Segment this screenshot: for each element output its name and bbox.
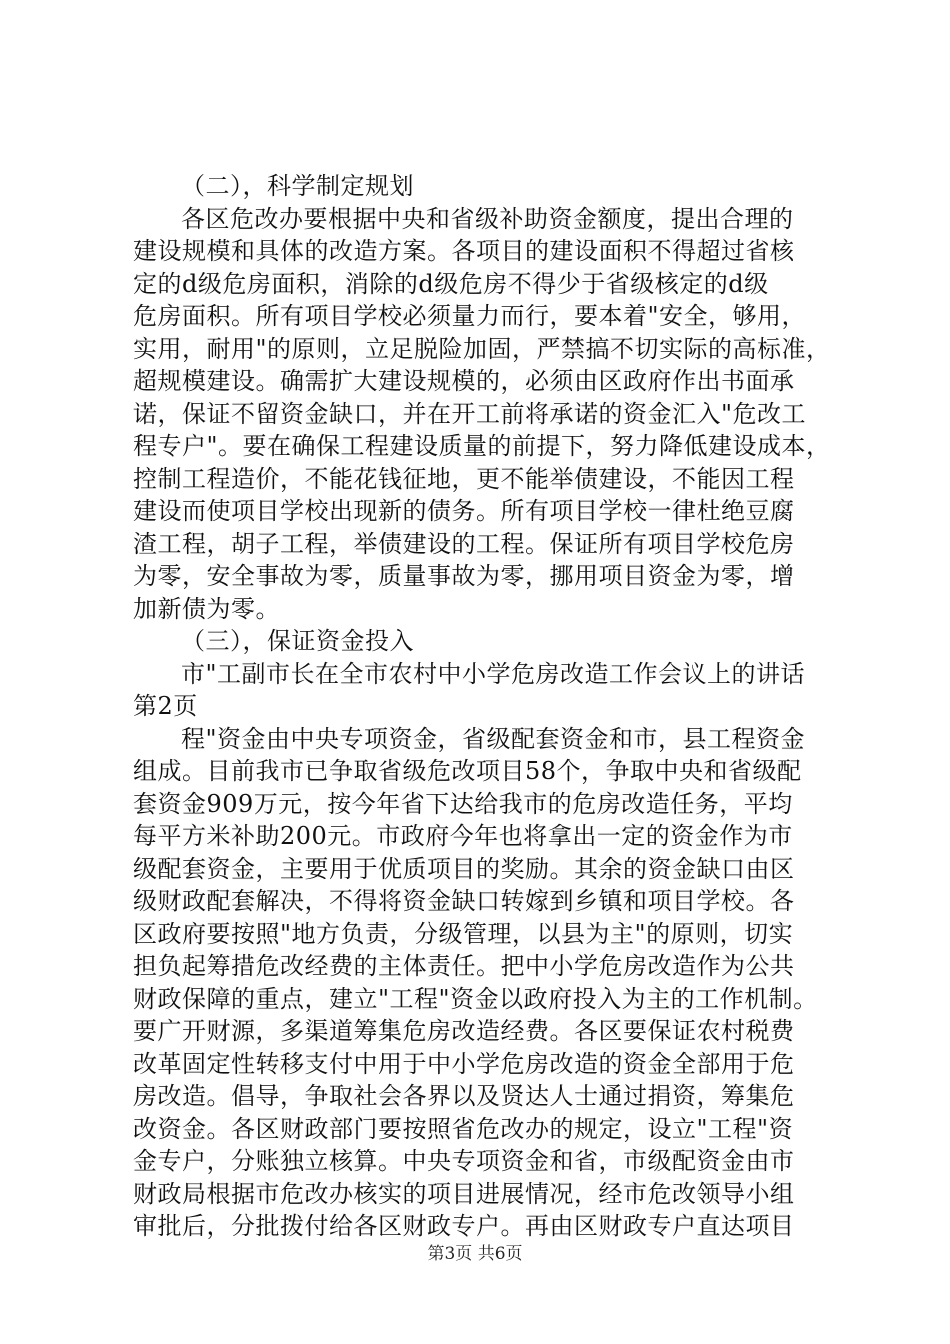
paragraph-line: 实用，耐用"的原则，立足脱险加固，严禁搞不切实际的高标准， — [133, 335, 831, 363]
paragraph-line: 财政局根据市危改办核实的项目进展情况，经市危改领导小组 — [133, 1180, 795, 1208]
paragraph-line: 金专户，分账独立核算。中央专项资金和省，市级配资金由市 — [133, 1147, 795, 1175]
paragraph-line: 超规模建设。确需扩大建设规模的，必须由区政府作出书面承 — [133, 367, 795, 395]
paragraph-line: 审批后，分批拨付给各区财政专户。再由区财政专户直达项目 — [133, 1212, 795, 1240]
paragraph-line: 改资金。各区财政部门要按照省危改办的规定，设立"工程"资 — [133, 1115, 794, 1143]
paragraph-line: 套资金909万元，按今年省下达给我市的危房改造任务，平均 — [133, 790, 793, 818]
paragraph-line: 建设规模和具体的改造方案。各项目的建设面积不得超过省核 — [133, 237, 795, 265]
paragraph-line: 渣工程，胡子工程，举债建设的工程。保证所有项目学校危房 — [133, 530, 795, 558]
paragraph-line: 级财政配套解决，不得将资金缺口转嫁到乡镇和项目学校。各 — [133, 887, 795, 915]
paragraph-line: 级配套资金，主要用于优质项目的奖励。其余的资金缺口由区 — [133, 855, 795, 883]
page-marker-line: 第2页 — [133, 692, 198, 720]
paragraph-line: 各区危改办要根据中央和省级补助资金额度，提出合理的 — [181, 205, 794, 233]
paragraph-line: 建设而使项目学校出现新的债务。所有项目学校一律杜绝豆腐 — [133, 497, 795, 525]
heading-section-3: （三），保证资金投入 — [181, 627, 414, 655]
paragraph-line: 加新债为零。 — [133, 595, 280, 623]
paragraph-line: 财政保障的重点，建立"工程"资金以政府投入为主的工作机制。 — [133, 985, 818, 1013]
paragraph-line: 房改造。倡导，争取社会各界以及贤达人士通过捐资，筹集危 — [133, 1082, 795, 1110]
page-footer: 第3页 共6页 — [427, 1244, 523, 1264]
paragraph-line: 区政府要按照"地方负责，分级管理，以县为主"的原则，切实 — [133, 920, 794, 948]
paragraph-line: 诺，保证不留资金缺口，并在开工前将承诺的资金汇入"危改工 — [133, 400, 807, 428]
running-title-line: 市"工副市长在全市农村中小学危房改造工作会议上的讲话 — [181, 660, 806, 688]
paragraph-line: 担负起筹措危改经费的主体责任。把中小学危房改造作为公共 — [133, 952, 795, 980]
paragraph-line: 每平方米补助200元。市政府今年也将拿出一定的资金作为市 — [133, 822, 793, 850]
paragraph-line: 程"资金由中央专项资金，省级配套资金和市，县工程资金 — [181, 725, 806, 753]
paragraph-line: 控制工程造价，不能花钱征地，更不能举债建设，不能因工程 — [133, 465, 795, 493]
paragraph-line: 要广开财源，多渠道筹集危房改造经费。各区要保证农村税费 — [133, 1017, 795, 1045]
paragraph-line: 组成。目前我市已争取省级危改项目58个，争取中央和省级配 — [133, 757, 802, 785]
paragraph-line: 改革固定性转移支付中用于中小学危房改造的资金全部用于危 — [133, 1050, 795, 1078]
paragraph-line: 危房面积。所有项目学校必须量力而行，要本着"安全，够用， — [133, 302, 807, 330]
paragraph-line: 程专户"。要在确保工程建设质量的前提下，努力降低建设成本， — [133, 432, 831, 460]
heading-section-2: （二），科学制定规划 — [181, 172, 414, 200]
paragraph-line: 为零，安全事故为零，质量事故为零，挪用项目资金为零，增 — [133, 562, 795, 590]
paragraph-line: 定的d级危房面积，消除的d级危房不得少于省级核定的d级 — [133, 270, 769, 298]
